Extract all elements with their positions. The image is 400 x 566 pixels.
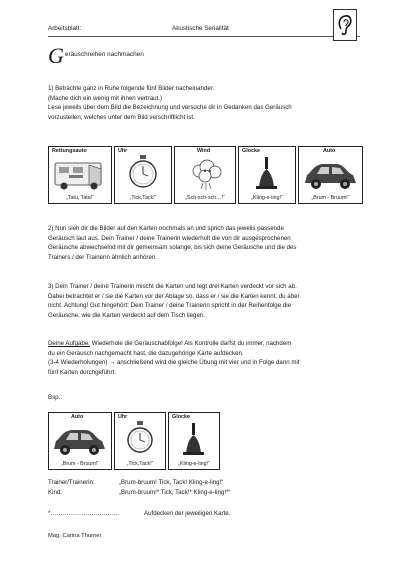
- task-instructions: [48, 339, 358, 377]
- row-value: „Brum-bruum! Tick, Tack! Kling-e-ling!“: [119, 479, 224, 486]
- step-2-line: 2) Nun sieh dir die Bilder auf den Karten nochmals an und sprich das jeweils passende: [48, 225, 284, 232]
- step-3: [48, 282, 358, 320]
- card-label: Uhr: [118, 414, 128, 420]
- card-label: Auto: [323, 148, 336, 154]
- card-car: [48, 412, 112, 470]
- card-clock: [114, 412, 166, 470]
- step-1-line: (Mache dich ein wenig mit ihnen vertraut.): [48, 94, 162, 102]
- example-card-row: [48, 412, 218, 468]
- card-sound: „Brum - Bruum!“: [311, 195, 350, 201]
- step-1-line: vorzustellen, welches unter dem Bild verschriftlicht ist.: [48, 113, 195, 121]
- sound-card-row: [48, 146, 362, 202]
- step-3-line: 3) Dein Trainer / deine Trainerin mischt die Karten und legt drei Karten verdeckt vor sich ab.: [48, 283, 297, 290]
- author: Mag. Carina Thurner: [48, 533, 102, 539]
- card-sound: „Tick,Tack!“: [126, 461, 154, 467]
- card-wind: [174, 146, 236, 204]
- task-line: (3-4 Wiederholungen) → anschließend wird die gleiche Übung mit vier und in Folge dann mit: [48, 359, 300, 367]
- title-initial: G: [48, 43, 64, 68]
- title-rest: eräuschreihen nachmachen: [64, 51, 144, 58]
- task-line: fünf Karten durchgeführt.: [48, 368, 116, 376]
- page-title: [48, 43, 144, 68]
- card-sound: „Kling-e-ling!“: [178, 461, 210, 467]
- card-car: [298, 146, 363, 204]
- step-2-line: Trainers / der Trainerin ähnlich anhören.: [48, 253, 157, 261]
- card-clock: [114, 146, 172, 204]
- card-label: Glocke: [172, 414, 190, 420]
- footnote-marker: *…………………………….: [48, 510, 120, 517]
- card-label: Wind: [197, 148, 211, 154]
- step-3-line: nicht. Achtung! Gut hingehört: Dein Trainer / deine Trainerin spricht in der Reihenfolge die: [48, 302, 292, 310]
- header-left: Arbeitsblatt:: [48, 25, 82, 32]
- step-1-line: Lese jeweils über dem Bild die Bezeichnung und versuche dir in Gedanken das Geräusch: [48, 104, 292, 112]
- step-2-line: Geräusch laut aus. Dein Trainer / deine Trainerin wiederholt die von dir ausgesprochenen: [48, 234, 291, 242]
- step-1-line: 1) Betrachte ganz in Ruhe folgende fünf Bilder nacheinander.: [48, 85, 215, 92]
- example-label: Bsp.:: [48, 394, 62, 401]
- card-sound: „Sch-sch-sch…!“: [185, 195, 225, 201]
- footnote-text: Aufdecken der jeweiligen Karte.: [144, 510, 231, 517]
- row-value: „Brum-bruum!* Tick, Tack!* Kling-e-ling!*“: [119, 489, 231, 496]
- step-2: [48, 224, 358, 262]
- card-label: Rettungsauto: [52, 148, 87, 154]
- card-label: Glocke: [242, 148, 260, 154]
- task-label: Deine Aufgabe:: [48, 340, 90, 347]
- card-label: Uhr: [118, 148, 128, 154]
- step-1: [48, 84, 358, 122]
- ear-icon: [333, 9, 357, 41]
- card-sound: „Tatü, Tata!“: [66, 195, 94, 201]
- card-sound: „Tick,Tack!“: [129, 195, 157, 201]
- page-header: [48, 22, 360, 37]
- row-key: Trainer/Trainerin:: [48, 479, 95, 486]
- step-3-line: Dabei betrachtet er / sie die Karten vor der Ablage so, dass er / sie die Karten kennt, du aber: [48, 292, 300, 300]
- card-ambulance: [48, 146, 112, 204]
- card-sound: „Kling-e-ling!“: [251, 195, 283, 201]
- card-bell: [238, 146, 296, 204]
- step-3-line: Geräusche, wie die Karten verdeckt auf dem Tisch liegen.: [48, 311, 206, 319]
- task-line: du ein Geräusch nachgemacht hast, die dazugehörige Karte aufdecken.: [48, 349, 244, 357]
- header-center: Akustische Serialität: [172, 25, 229, 32]
- row-key: Kind:: [48, 489, 62, 496]
- task-line: Wiederhole die Geräuschabfolge! Als Kontrolle darfst du immer, nachdem: [90, 340, 292, 347]
- step-2-line: Geräusche abwechselnd mit dir gemeinsam solange, bis sich deine Geräusche und die des: [48, 244, 297, 252]
- card-sound: „Brum - Bruum!“: [61, 461, 99, 467]
- card-bell: [168, 412, 220, 470]
- card-label: Auto: [71, 414, 84, 420]
